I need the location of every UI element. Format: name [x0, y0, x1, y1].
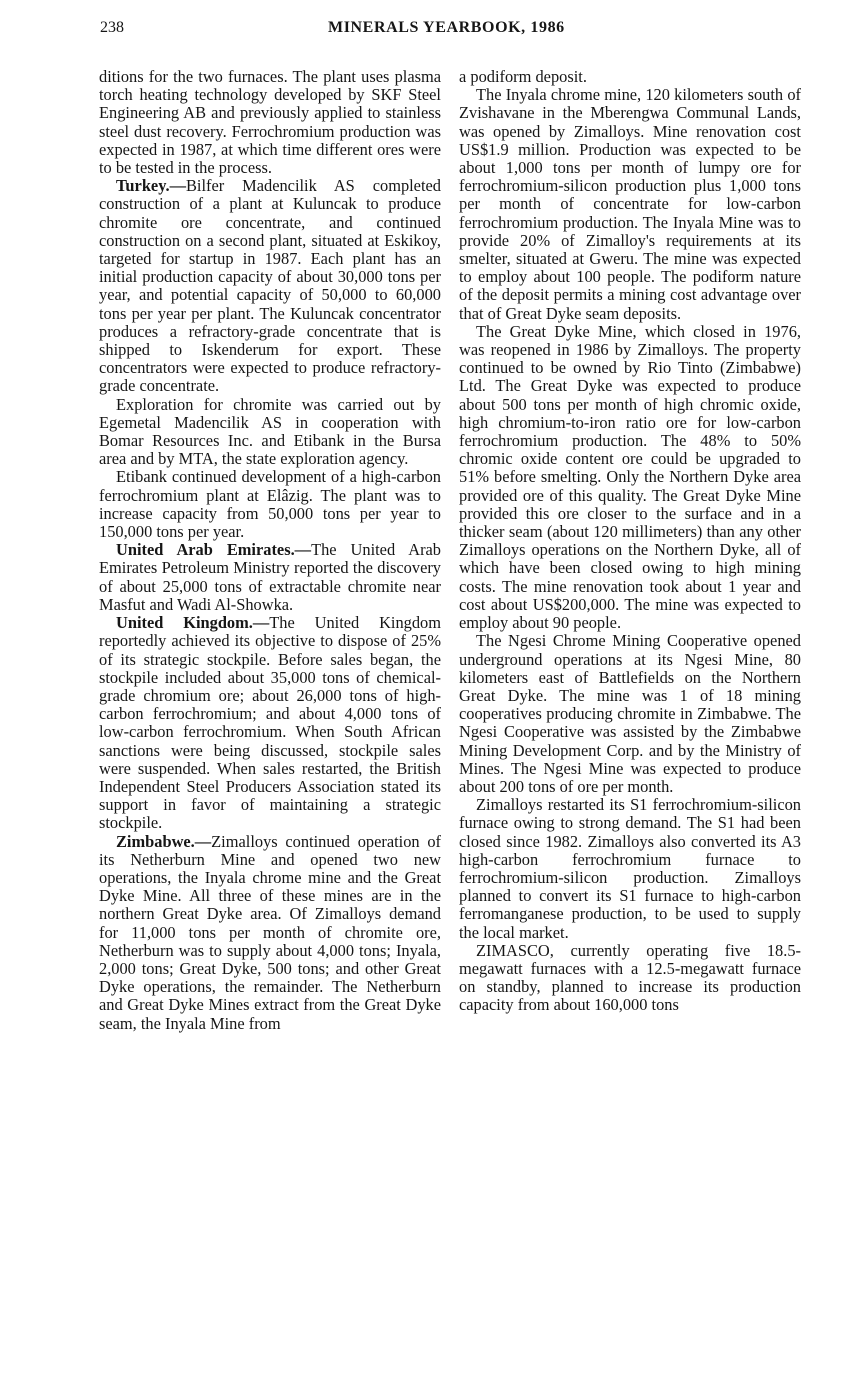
- paragraph-text: The United Arab Emirates Petroleum Ministry reported the discovery of about 25,000 tons of extractable chromite near Masfut and Wadi Al-Showka.: [99, 540, 441, 614]
- run-in-heading: Zimbabwe.—: [116, 831, 212, 851]
- paragraph: [459, 86, 801, 323]
- running-title: MINERALS YEARBOOK, 1986: [328, 19, 565, 36]
- right-column: [459, 68, 801, 1015]
- page-header: [100, 19, 800, 43]
- paragraph-text: The United Kingdom reportedly achieved its objective to dispose of 25% of its strategic stockpile. Before sales began, the stockpile included about 35,000 tons of chemical-grade chromium ore; about 26,000 tons of high-carbon ferrochromium; and about 4,000 tons of low-carbon ferrochromium. When South African sanctions were being discussed, stockpile sales were suspended. When sales restarted, the British Independent Steel Producers Association stated its support in favor of maintaining a strategic stockpile.: [99, 613, 441, 833]
- paragraph-text: Zimalloys continued operation of its Netherburn Mine and opened two new operations, the Inyala chrome mine and the Great Dyke Mine. All three of these mines are in the northern Great Dyke area. Of Zimalloys demand for 11,000 tons per month of chromite ore, Netherburn was to supply about 4,000 tons; Inyala, 2,000 tons; Great Dyke, 500 tons; and other Great Dyke operations, the remainder. The Netherburn and Great Dyke Mines extract from the Great Dyke seam, the Inyala Mine from: [99, 831, 441, 1033]
- paragraph-text: a podiform deposit.: [459, 67, 587, 86]
- paragraph-text: ditions for the two furnaces. The plant uses plasma torch heating technology developed by SKF Steel Engineering AB and previously applied to stainless steel dust recovery. Ferrochromium production was expected in 1987, at which time different ores were to be tested in the process.: [99, 67, 441, 178]
- paragraph: [459, 796, 801, 942]
- paragraph: [459, 68, 801, 86]
- paragraph: [459, 942, 801, 1015]
- paragraph: [459, 323, 801, 632]
- paragraph: [99, 614, 441, 832]
- paragraph: [99, 396, 441, 469]
- run-in-heading: United Kingdom.—: [116, 613, 270, 633]
- run-in-heading: United Arab Emirates.—: [116, 540, 312, 560]
- paragraph-text: The Great Dyke Mine, which closed in 1976, was reopened in 1986 by Zimalloys. The property continued to be owned by Rio Tinto (Zimbabwe) Ltd. The Great Dyke was expected to produce about 500 tons per month of high chromic oxide, high chromium-to-iron ratio ore for low-carbon ferrochromium production. The 48% to 50% chromic oxide content ore could be upgraded to 51% before smelting. Only the Northern Dyke area provided ore of this quality. The Great Dyke Mine provided this ore closer to the surface and in a thicker seam (about 120 millimeters) than any other Zimalloys operations on the Northern Dyke, all of which have been closed owing to high mining costs. The mine renovation took about 1 year and cost about US$200,000. The mine was expected to employ about 90 people.: [459, 321, 801, 633]
- paragraph: [99, 68, 441, 177]
- page-number: 238: [100, 19, 124, 36]
- paragraph-text: Exploration for chromite was carried out by Egemetal Madencilik AS in cooperation with Bomar Resources Inc. and Etibank in the Bursa area and by MTA, the state exploration agency.: [99, 394, 441, 469]
- paragraph: [99, 541, 441, 614]
- paragraph: [99, 833, 441, 1033]
- paragraph-text: Etibank continued development of a high-carbon ferrochromium plant at Elâzig. The plant was to increase capacity from 50,000 tons per year to 150,000 tons per year.: [99, 467, 441, 542]
- paragraph-text: The Inyala chrome mine, 120 kilometers south of Zvishavane in the Mberengwa Communal Lands, was opened by Zimalloys. Mine renovation cost US$1.9 million. Production was expected to be about 1,000 tons per month of lumpy ore for ferrochromium-silicon production plus 1,000 tons per month of concentrate for low-carbon ferrochromium production. The Inyala Mine was to provide 20% of Zimalloy's requirements at its smelter, situated at Gweru. The mine was expected to employ about 100 people. The podiform nature of the deposit permits a mining cost advantage over that of Great Dyke seam deposits.: [459, 85, 801, 323]
- paragraph: [459, 632, 801, 796]
- paragraph-text: Bilfer Madencilik AS completed construction of a plant at Kuluncak to produce chromite ore concentrate, and continued construction on a second plant, situated at Eskikoy, targeted for startup in 1987. Each plant has an initial production capacity of about 30,000 tons per year, and potential capacity of 50,000 to 60,000 tons per year per plant. The Kuluncak concentrator produces a refractory-grade concentrate that is shipped to Iskenderum for export. These concentrators were expected to produce refractory-grade concentrate.: [99, 176, 441, 396]
- paragraph: [99, 468, 441, 541]
- left-column: [99, 68, 441, 1033]
- paragraph: [99, 177, 441, 395]
- paragraph-text: ZIMASCO, currently operating five 18.5-megawatt furnaces with a 12.5-megawatt furnace on standby, planned to increase its production capacity from about 160,000 tons: [459, 940, 801, 1015]
- paragraph-text: Zimalloys restarted its S1 ferrochromium-silicon furnace owing to strong demand. The S1 had been closed since 1982. Zimalloys also converted its A3 high-carbon ferrochromium furnace to ferrochromium-silicon production. Zimalloys planned to convert its S1 furnace to high-carbon ferromanganese production, to be used to supply the local market.: [459, 795, 801, 942]
- paragraph-text: The Ngesi Chrome Mining Cooperative opened underground operations at its Ngesi Mine, 80 kilometers east of Battlefields on the Northern Great Dyke. The mine was 1 of 18 mining cooperatives producing chromite in Zimbabwe. The Ngesi Cooperative was assisted by the Zimbabwe Mining Development Corp. and by the Ministry of Mines. The Ngesi Mine was expected to produce about 200 tons of ore per month.: [459, 631, 801, 796]
- run-in-heading: Turkey.—: [116, 176, 186, 196]
